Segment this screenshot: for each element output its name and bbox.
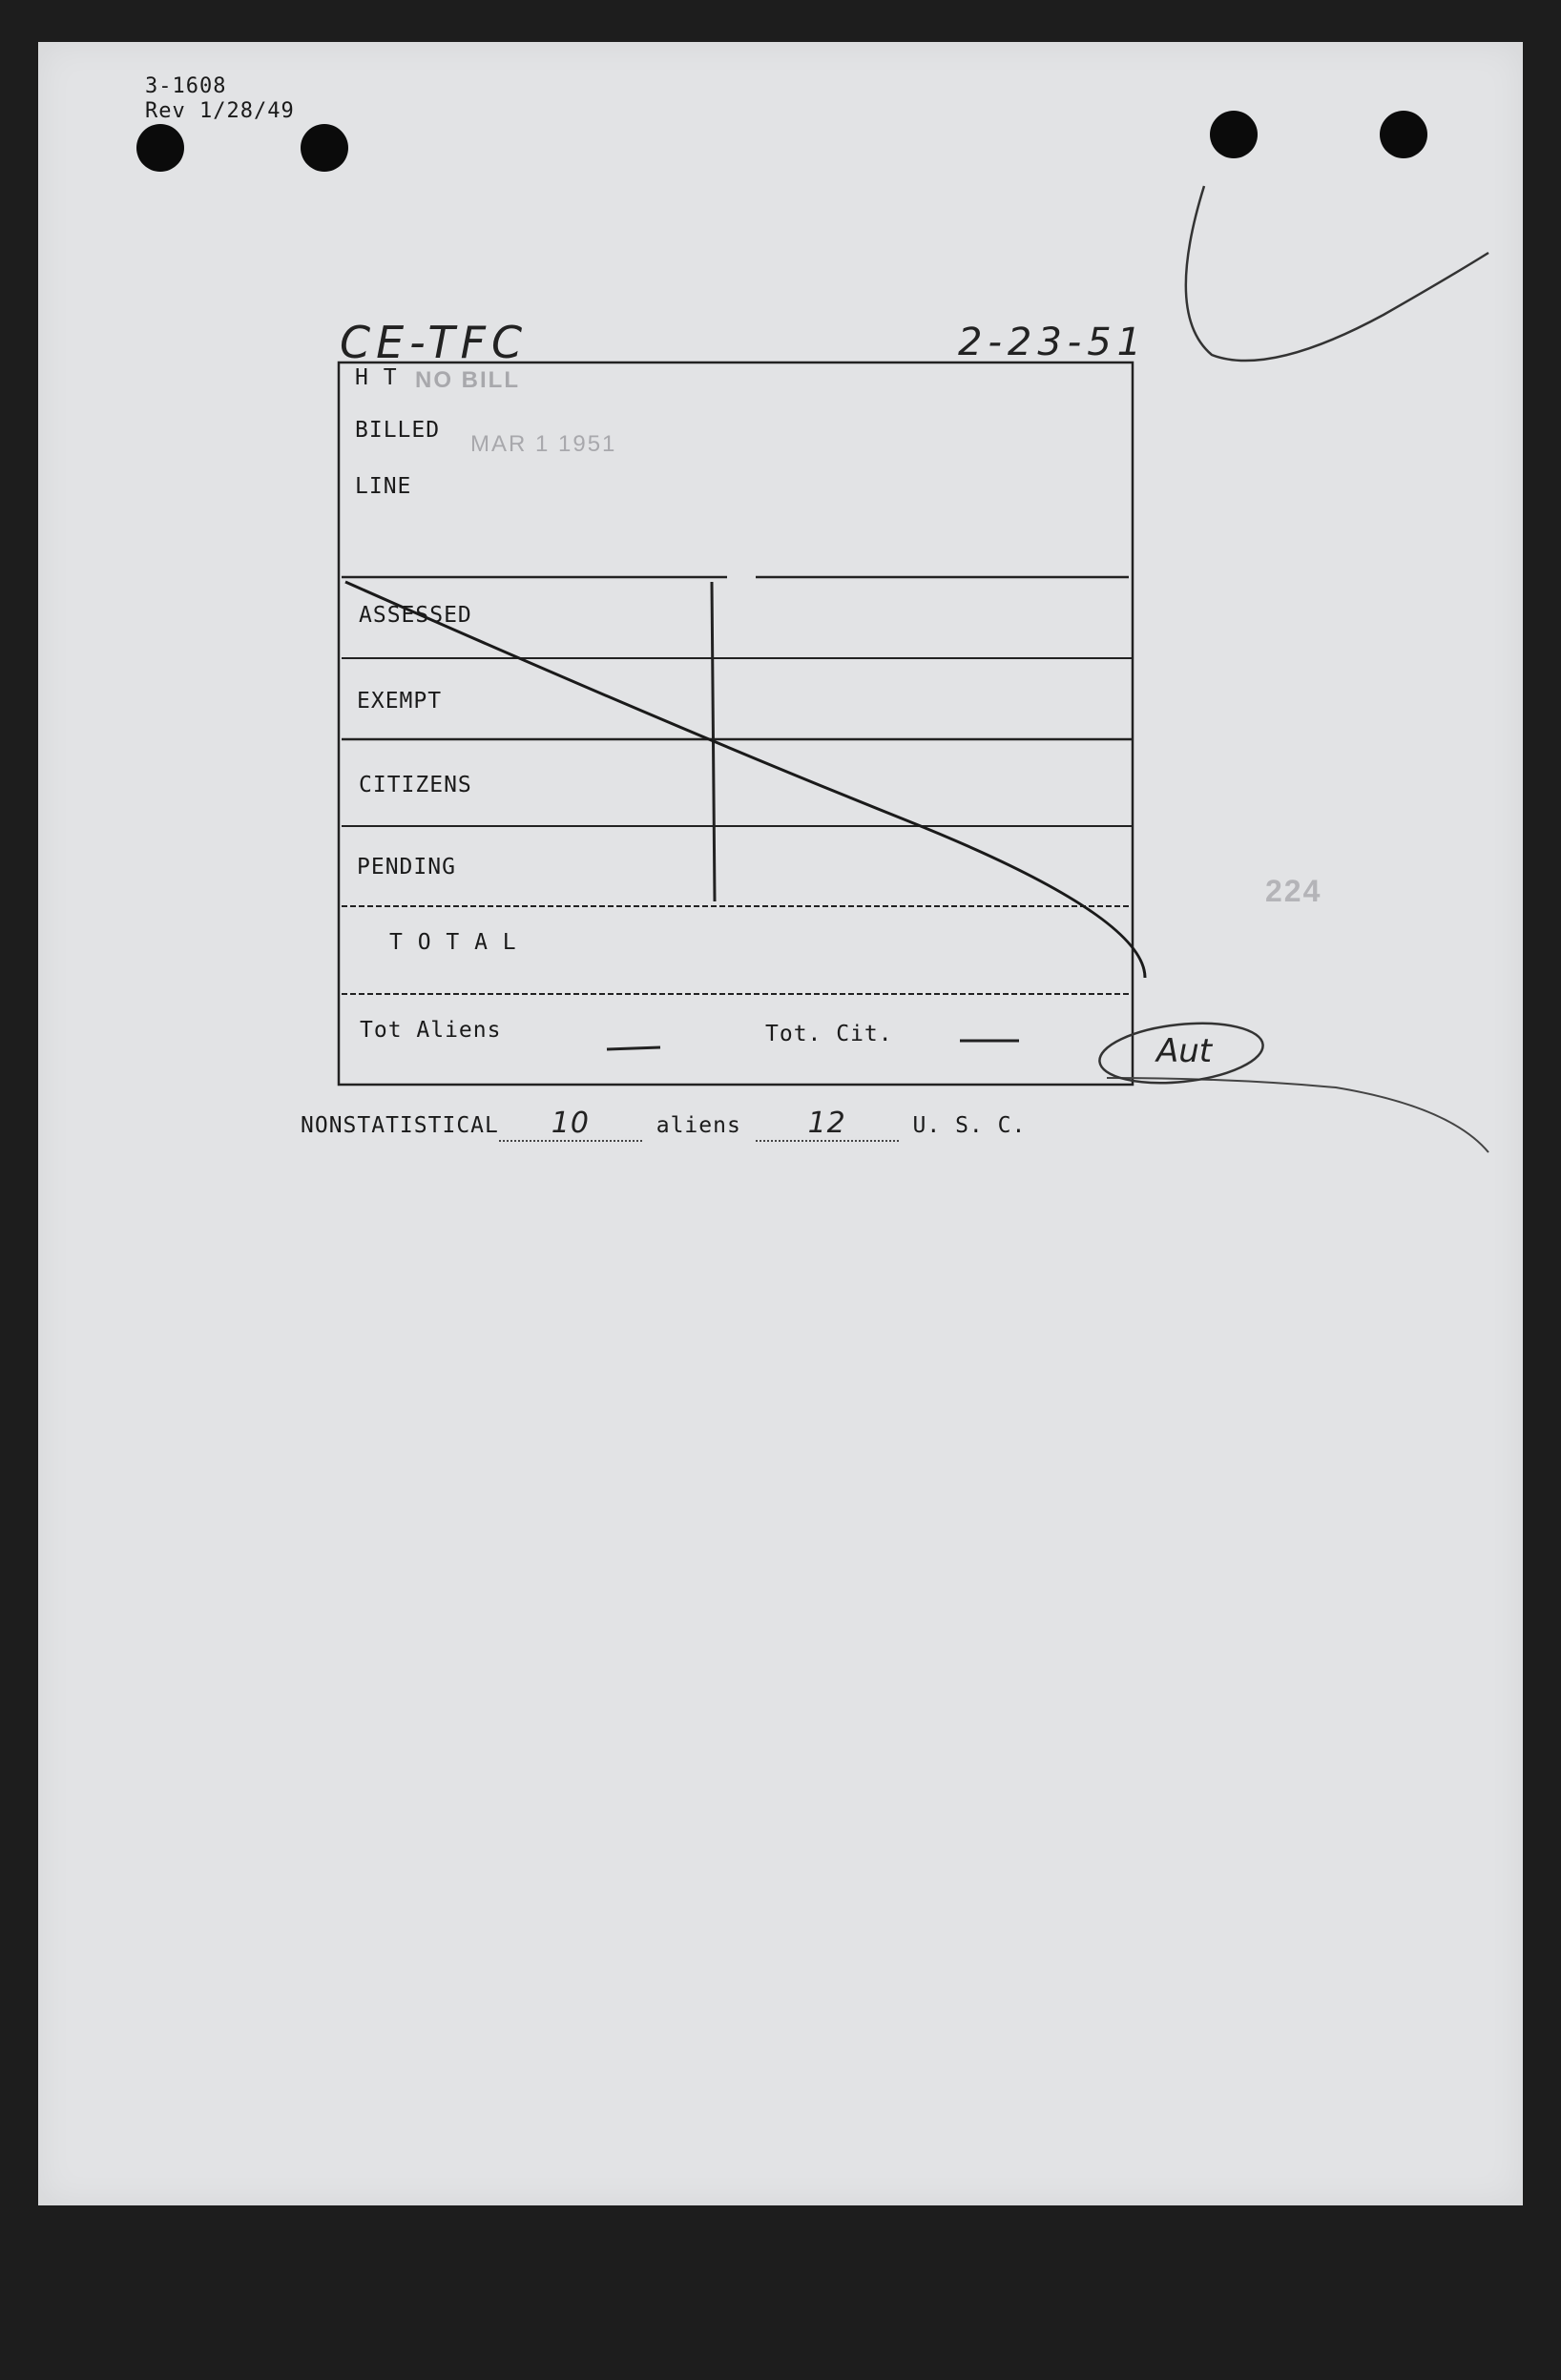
- aliens-label: aliens: [656, 1113, 741, 1138]
- nonstatistical-label: NONSTATISTICAL: [301, 1113, 499, 1138]
- billed-label: BILLED: [355, 418, 441, 443]
- billed-stamp: MAR 1 1951: [470, 431, 617, 457]
- handwritten-initials: Aut: [1156, 1032, 1213, 1070]
- total-label: T O T A L: [389, 930, 517, 955]
- margin-number: 224: [1265, 874, 1322, 908]
- row-assessed: ASSESSED: [359, 603, 472, 628]
- tot-aliens-label: Tot Aliens: [360, 1018, 502, 1043]
- usc-label: U. S. C.: [912, 1113, 1027, 1138]
- row-citizens: CITIZENS: [359, 773, 472, 797]
- tot-cit-label: Tot. Cit.: [765, 1022, 893, 1046]
- form-revision: Rev 1/28/49: [145, 99, 295, 123]
- ht-label: H T: [355, 365, 398, 390]
- form-number: 3-1608: [145, 74, 227, 98]
- usc-count: 12: [756, 1107, 899, 1142]
- line-label: LINE: [355, 474, 412, 499]
- handwritten-date: 2-23-51: [958, 321, 1148, 364]
- nonstatistical-line: [301, 1107, 1026, 1142]
- aliens-count: 10: [499, 1107, 642, 1142]
- ht-stamp: NO BILL: [415, 367, 520, 393]
- handwritten-code: CE-TFC: [340, 317, 529, 368]
- row-exempt: EXEMPT: [357, 689, 443, 714]
- row-pending: PENDING: [357, 855, 456, 880]
